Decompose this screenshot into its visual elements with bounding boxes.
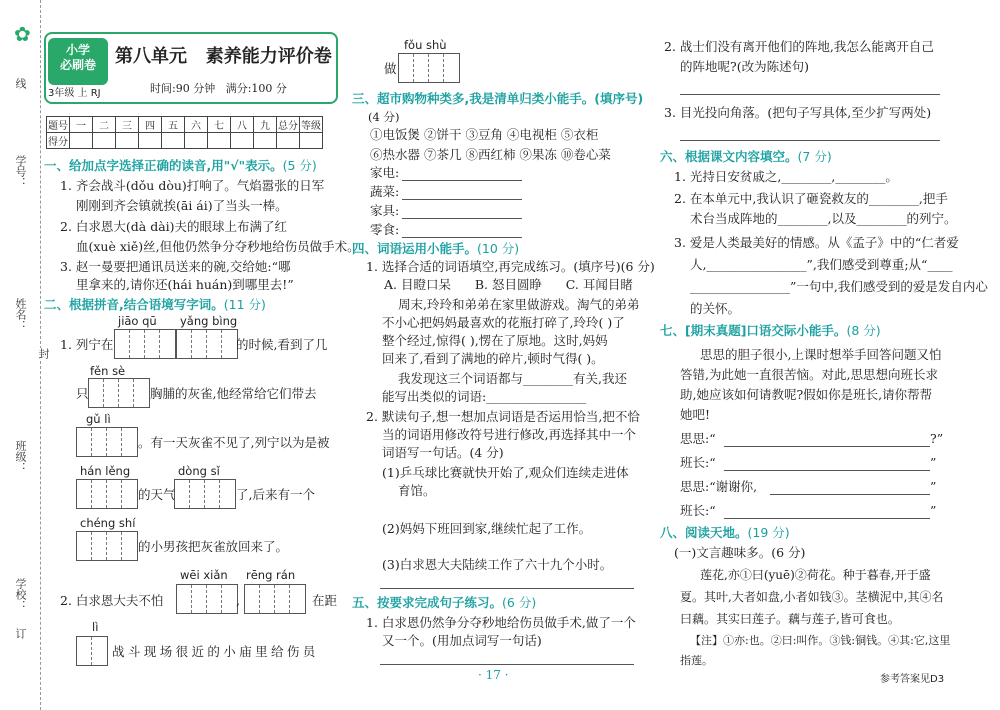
s6-q2-b: 术台当成阵地的________,以及________的列宁。 (690, 211, 957, 226)
s4-passage-4: 回来了,看到了满地的碎片,顿时气得( )。 (382, 351, 604, 366)
dialog-end-3: ” (930, 479, 937, 494)
shopping-options-row2: ⑥热水器 ⑦茶几 ⑧西红柿 ⑨果冻 ⑩卷心菜 (370, 147, 611, 162)
section-5-title-text: 五、按要求完成句子练习。 (352, 595, 503, 610)
pinyin-yangbing: yǎng bìng (180, 314, 238, 328)
page-number: · 17 · (478, 668, 509, 682)
binding-fold-label: 订 (14, 628, 27, 639)
s1-item-1b: 刚刚到齐会镇就挨(āi ái)了当头一棒。 (76, 198, 288, 213)
s4-sentence-1: (1)乒乓球比赛就快开始了,观众们连续走进体 (382, 465, 629, 480)
s4-q1: 1. 选择合适的词语填空,再完成练习。(填序号)(6 分) (366, 259, 655, 274)
s6-q3-d: 的关怀。 (690, 301, 741, 316)
s4-sentence-1b: 育馆。 (398, 483, 436, 498)
s6-q3: 3. 爱是人类最美好的情感。从《孟子》中的“仁者爱 (674, 235, 959, 250)
s8-subsection: (一)文言趣味多。(6 分) (674, 545, 806, 560)
pinyin-fense: fěn sè (90, 364, 126, 378)
section-1-points: (5 分) (282, 158, 317, 173)
section-8-title (660, 524, 790, 542)
s6-q2: 2. 在本单元中,我认识了砸瓷救友的________,把手 (674, 191, 948, 206)
score-header-cell: 等级 (300, 117, 323, 133)
writing-grid-fouze[interactable] (398, 53, 460, 83)
section-1-title (44, 157, 317, 175)
s8-classical-1: 莲花,亦①曰(yuē)②荷花。种于暮春,开于盛 (700, 568, 931, 582)
pinyin-hanleng: hán lěng (80, 464, 131, 478)
section-4-points: (10 分) (477, 241, 520, 256)
writing-grid-fense[interactable] (88, 378, 150, 408)
s8-note: 【注】①亦:也。②曰:叫作。③钱:铜钱。④其:它,这里 (690, 634, 951, 647)
section-3-title (352, 90, 643, 108)
score-header-cell: 二 (93, 117, 116, 133)
section-2-title (44, 296, 266, 314)
s2-q1-text-a: 1. 列宁在 (60, 337, 114, 352)
score-header-cell: 题号 (47, 117, 70, 133)
section-3-title-text: 三、超市购物种类多,我是清单归类小能手。(填序号) (352, 91, 644, 106)
score-input-cell[interactable] (208, 133, 231, 149)
student-id-label: 学号： (14, 155, 27, 188)
category-furniture: 家具: (370, 203, 400, 218)
s7-prompt-4: 她吧! (680, 407, 711, 422)
pinyin-rengran: rēng rán (246, 568, 296, 582)
s4-sentence-3: (3)白求恩大夫陆续工作了六十九个小时。 (382, 557, 613, 572)
logo-top-text: 小学 (65, 43, 90, 57)
pinyin-li: lì (92, 620, 99, 634)
score-header-cell: 七 (208, 117, 231, 133)
section-7-points: (8 分) (846, 323, 881, 338)
section-8-points: (19 分) (747, 525, 790, 540)
writing-grid-hanleng[interactable] (76, 479, 138, 509)
s5-q1-answer-line[interactable] (380, 664, 634, 665)
s5-q3-answer-line[interactable] (680, 140, 940, 141)
s2-q1-text-f: 的天气 (138, 487, 176, 502)
answer-line-furniture[interactable] (402, 218, 522, 219)
section-2-title-text: 二、根据拼音,结合语境写字词。 (44, 297, 224, 312)
s8-note-2: 指莲。 (680, 654, 713, 667)
section-7-title-text: 七、[期末真题]口语交际小能手。 (660, 323, 847, 338)
s7-prompt-1: 思思的胆子很小,上课时想举手回答问题又怕 (700, 347, 942, 362)
dialog-sisi-2: 思思:“谢谢你, (680, 479, 758, 494)
score-header-cell: 一 (70, 117, 93, 133)
score-value-row (47, 133, 323, 149)
pinyin-guli: gǔ lì (86, 412, 111, 426)
s4-options: A. 目瞪口呆 B. 怒目圆睁 C. 耳闻目睹 (384, 277, 633, 292)
category-vegetables: 蔬菜: (370, 184, 400, 199)
s2-q1-text-d: 胸脯的灰雀,他经常给它们带去 (150, 386, 317, 401)
answer-line-snacks[interactable] (402, 237, 522, 238)
section-2-points: (11 分) (223, 297, 266, 312)
s2-q2-text-c: 战斗现场很近的小庙里给伤员 (112, 644, 319, 659)
pinyin-chengshi: chéng shí (80, 516, 136, 530)
dialog-sisi-1: 思思:“ (680, 431, 716, 446)
score-input-cell[interactable] (185, 133, 208, 149)
s1-item-1: 1. 齐会战斗(dǒu dòu)打响了。气焰嚣张的日军 (60, 178, 325, 193)
s7-prompt-3: 助,她应该如何请教呢?假如你是班长,请你帮帮 (680, 387, 933, 402)
s5-q1: 1. 白求恩仍然争分夺秒地给伤员做手术,做了一个 (366, 615, 636, 630)
s2-comma: , (236, 593, 240, 608)
section-5-title (352, 594, 536, 612)
shopping-options-row1: ①电饭煲 ②饼干 ③豆角 ④电视柜 ⑤衣柜 (370, 127, 599, 142)
answer-line-vegetables[interactable] (402, 199, 522, 200)
s6-q1: 1. 光持日安贫戚之,________,________。 (674, 169, 898, 184)
s1-item-2b: 血(xuè xiě)丝,但他仍然争分夺秒地给伤员做手术。 (76, 239, 360, 254)
dialog-monitor-2: 班长:“ (680, 503, 716, 518)
score-header-cell: 三 (116, 117, 139, 133)
s4-passage-1: 周末,玲玲和弟弟在家里做游戏。淘气的弟弟 (398, 297, 640, 312)
s5-q2-answer-line[interactable] (680, 94, 940, 95)
pinyin-jiaoqu: jiāo qū (118, 314, 157, 328)
s6-q3-c: ________________”一句中,我们感受到的爱是发自内心 (690, 279, 988, 294)
score-input-cell[interactable] (116, 133, 139, 149)
pinyin-fouze: fǒu shù (404, 38, 447, 52)
binding-line-label: 线 (14, 78, 27, 89)
dialog-end-1: ?” (930, 431, 944, 446)
school-label: 学校： (14, 578, 27, 611)
s8-classical-2: 夏。其叶,大者如盘,小者如钱③。茎横泥中,其④名 (680, 590, 944, 604)
score-header-cell: 九 (254, 117, 277, 133)
s5-q3: 3. 目光投向角落。(把句子写具体,至少扩写两处) (664, 105, 932, 120)
section-7-title (660, 322, 881, 340)
category-appliances: 家电: (370, 165, 400, 180)
score-input-cell[interactable] (70, 133, 93, 149)
writing-grid-dongsi[interactable] (174, 479, 236, 509)
writing-grid-rengran[interactable] (244, 584, 306, 614)
page-number-text: 17 (485, 668, 501, 682)
s8-classical-3: 曰藕。其实曰莲子。藕与莲子,皆可食也。 (680, 612, 900, 626)
score-table (46, 116, 323, 149)
section-4-title (352, 240, 519, 258)
score-header-cell: 五 (162, 117, 185, 133)
s2-q2-text-a: 2. 白求恩大夫不怕 (60, 593, 164, 608)
s2-q1-text-b: 的时候,看到了几 (236, 337, 328, 352)
writing-grid-weixian[interactable] (176, 584, 238, 614)
score-input-cell[interactable] (300, 133, 323, 149)
score-row-label: 得分 (47, 133, 70, 149)
writing-grid-li[interactable] (76, 636, 108, 666)
pinyin-weixian: wēi xiǎn (180, 568, 228, 582)
writing-grid-jiaoqu[interactable] (114, 329, 176, 359)
class-label: 班级： (14, 440, 27, 473)
s4-passage-2: 不小心把妈妈最喜欢的花瓶打碎了,玲玲( )了 (382, 315, 625, 330)
dialog-end-2: ” (930, 455, 937, 470)
s6-q3-b: 人,________________”,我们感受到尊重;从“____ (690, 257, 953, 272)
s1-item-2: 2. 白求恩大(dà dài)夫的眼球上布满了红 (60, 219, 288, 234)
s2-q2-text-b: 在距 (312, 593, 338, 608)
lotus-icon: ✿ (14, 22, 31, 46)
page-title: 第八单元 素养能力评价卷 (115, 46, 332, 67)
dialog-end-4: ” (930, 503, 937, 518)
s5-q2-b: 的阵地呢?(改为陈述句) (680, 59, 809, 74)
s4-q2-b: 当的词语用修改符号进行修改,再选择其中一个 (382, 427, 636, 442)
score-input-cell[interactable] (162, 133, 185, 149)
score-input-cell[interactable] (139, 133, 162, 149)
section-1-title-text: 一、给加点字选择正确的读音,用"√"表示。 (44, 158, 283, 173)
section-6-title (660, 148, 832, 166)
writing-grid-chengshi[interactable] (76, 531, 138, 561)
section-5-points: (6 分) (502, 595, 537, 610)
s4-q2-c: 词语写一句话。(4 分) (382, 445, 504, 460)
binding-seal-label: 封 (37, 348, 50, 359)
dialog-line-2[interactable] (724, 470, 930, 471)
section-6-points: (7 分) (797, 149, 832, 164)
score-header-cell: 四 (139, 117, 162, 133)
s1-item-3b: 里拿来的,请你还(hái huán)到哪里去!” (76, 277, 294, 292)
s7-prompt-2: 答错,为此她一直很苦恼。对此,思思想向班长求 (680, 367, 938, 382)
s2-q1-text-c: 只 (76, 386, 89, 401)
s4-passage-3: 整个经过,惊得( ),愣在了原地。这时,妈妈 (382, 333, 608, 348)
s2-q1-text-g: 了,后来有一个 (236, 487, 315, 502)
section-3-points: (4 分) (368, 110, 400, 124)
student-name-label: 姓名： (14, 298, 27, 331)
grade-label: 3年级 上 RJ (48, 88, 101, 99)
s4-q2: 2. 默读句子,想一想加点词语是否运用恰当,把不恰 (366, 409, 640, 424)
s2-q1-text-e: 。有一天灰雀不见了,列宁以为是被 (138, 435, 330, 450)
dialog-line-4[interactable] (724, 518, 930, 519)
score-header-cell: 总分 (277, 117, 300, 133)
s4-sentence-2: (2)妈妈下班回到家,继续忙起了工作。 (382, 521, 592, 536)
dialog-monitor-1: 班长:“ (680, 455, 716, 470)
s2-q1-text-h: 的小男孩把灰雀放回来了。 (138, 539, 289, 554)
score-input-cell[interactable] (231, 133, 254, 149)
dialog-line-3[interactable] (770, 494, 930, 495)
section-4-title-text: 四、词语运用小能手。 (352, 241, 478, 256)
score-input-cell[interactable] (277, 133, 300, 149)
s5-q2: 2. 战士们没有离开他们的阵地,我怎么能离开自己 (664, 39, 934, 54)
section-6-title-text: 六、根据课文内容填空。 (660, 149, 798, 164)
score-input-cell[interactable] (93, 133, 116, 149)
pinyin-dongsi: dòng sǐ (178, 464, 220, 478)
s4-fill-1: 我发现这三个词语都与________有关,我还 (398, 371, 627, 386)
answer-line-appliances[interactable] (402, 180, 522, 181)
header-frame (44, 32, 338, 104)
score-header-cell: 六 (185, 117, 208, 133)
s1-item-3: 3. 赵一曼要把通讯员送来的碗,交给她:“哪 (60, 259, 291, 274)
dialog-line-1[interactable] (724, 446, 930, 447)
answer-reference: 参考答案见D3 (880, 674, 945, 685)
s4-fill-2: 能写出类似的词语:________________ (382, 389, 587, 404)
logo-bottom-text: 必刷卷 (59, 58, 96, 72)
score-header-row (47, 117, 323, 133)
word-prefix: 做 (384, 61, 397, 76)
category-snacks: 零食: (370, 222, 400, 237)
exam-time-info: 时间:90 分钟 满分:100 分 (150, 82, 287, 95)
section-8-title-text: 八、阅读天地。 (660, 525, 748, 540)
s4-answer-line[interactable] (380, 588, 634, 589)
s5-q1-b: 又一个。(用加点词写一句话) (382, 633, 542, 648)
score-input-cell[interactable] (254, 133, 277, 149)
score-header-cell: 八 (231, 117, 254, 133)
writing-grid-yangbing[interactable] (176, 329, 238, 359)
writing-grid-guli[interactable] (76, 427, 138, 457)
